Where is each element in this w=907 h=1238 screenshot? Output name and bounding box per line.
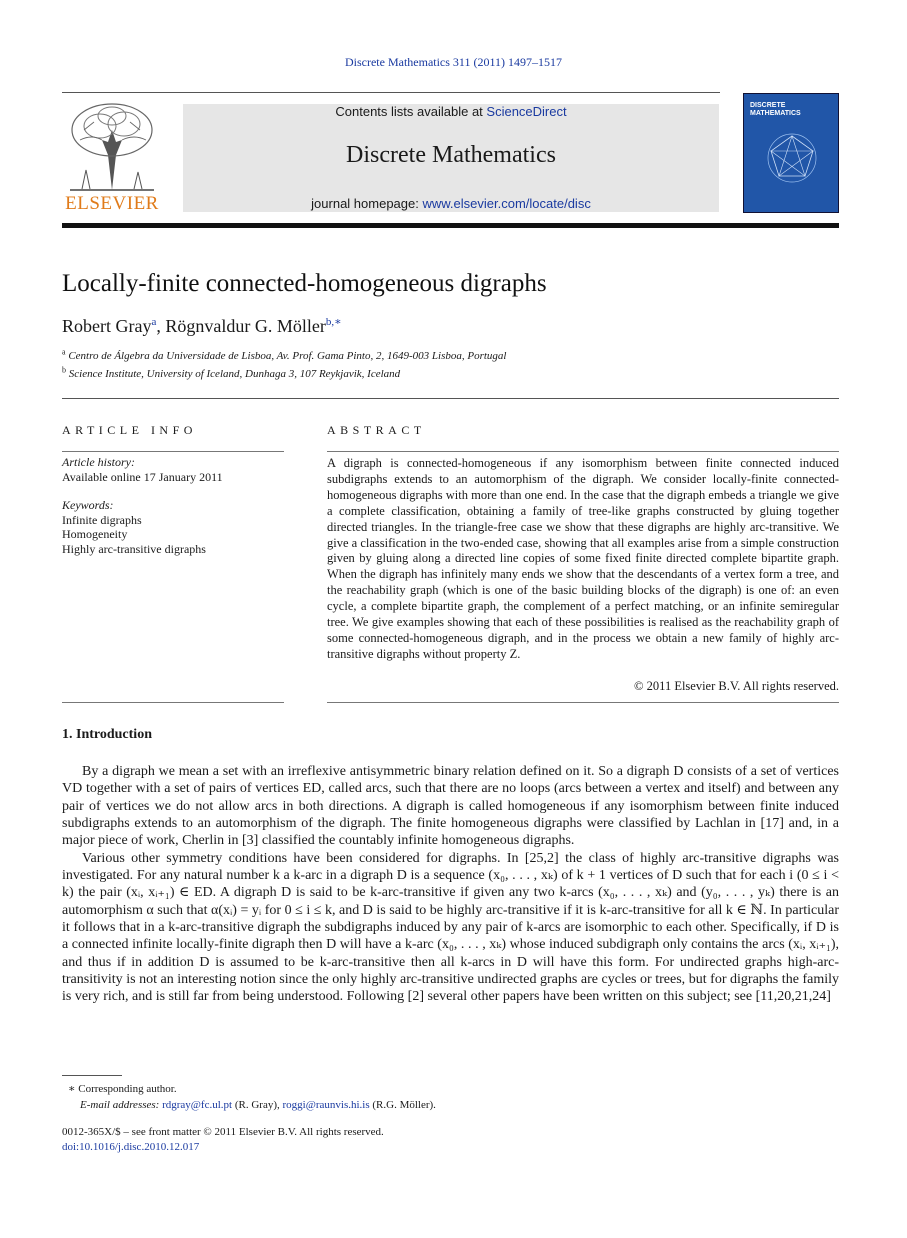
article-info-heading: ARTICLE INFO (62, 423, 197, 437)
divider (62, 451, 284, 452)
divider (62, 702, 284, 703)
header-rule (62, 92, 720, 93)
keyword-item: Highly arc-transitive digraphs (62, 541, 206, 556)
author-name: Robert Gray (62, 316, 152, 336)
abstract-text: A digraph is connected-homogeneous if any isomorphism between finite connected induced subdigraphs extends to an automorphism of the digraph. We consider locally-finite connected-homogeneous digraphs with more than one end. In the case that the digraph embeds a triangle we give a complete classification, obtaining a family of tree-like graphs constructed by gluing together directed triangles. In the triangle-free case we show that these digraphs are highly arc-transitive. We give a classification in the two-ended case, showing that all examples arise from a simple construction given by gluing along a directed line copies of some fixed finite directed complete bipartite graph. When the digraph has infinitely many ends we show that the descendants of a vertex form a tree, and the reachability graph (which is one of the basic building blocks of the digraph) is one of: an even cycle, a complete bipartite graph, the complement of a perfect matching, or an infinite semiregular tree. We give examples showing that each of these possibilities is realised as the reachability graph of some connected-homogeneous digraph, and in the process we obtain a new family of highly arc-transitive digraphs without property Z. (327, 456, 839, 661)
affiliation-marker[interactable]: b,∗ (325, 316, 342, 328)
journal-cover[interactable] (743, 93, 839, 213)
keywords: Keywords: Infinite digraphs Homogeneity Highly arc-transitive digraphs (62, 498, 206, 556)
section-rule (62, 398, 839, 399)
header-thick-rule (62, 223, 839, 228)
sciencedirect-link[interactable]: ScienceDirect (486, 104, 567, 119)
journal-title: Discrete Mathematics (346, 142, 556, 168)
journal-citation[interactable]: Discrete Mathematics 311 (2011) 1497–1517 (344, 55, 563, 69)
journal-banner (183, 104, 719, 212)
elsevier-tree-icon (62, 100, 162, 195)
divider (327, 451, 839, 452)
pentagon-graph-icon (762, 128, 822, 188)
paragraph: By a digraph we mean a set with an irreflexive antisymmetric binary relation defined on it. So a digraph D consists of a set of vertices VD together with a set of pairs of vertices ED, called arcs, such that there are no loops (arcs between a vertex and itself) and between any pair of vertices we do not allow arcs in both directions. A digraph is called homogeneous if any isomorphism between finite induced subdigraphs extends to an automorphism of the digraph. The finite homogeneous digraphs were classified by Lachlan in [17] and, in a major piece of work, Cherlin in [3] classified the countably infinite homogeneous digraphs. (62, 764, 839, 849)
homepage-link[interactable]: www.elsevier.com/locate/disc (422, 196, 591, 211)
email-addresses: E-mail addresses: rdgray@fc.ul.pt (R. Gray), roggi@raunvis.hi.is (R.G. Möller). (80, 1099, 436, 1111)
article-history: Article history: Available online 17 January 2011 (62, 455, 223, 484)
introduction-body (62, 763, 839, 1006)
section-heading: 1. Introduction (62, 727, 152, 742)
affiliation-a: $^a$ Centro de Álgebra da Universidade de Lisboa, Av. Prof. Gama Pinto, 2, 1649-003 Lisboa, Portugal (62, 347, 507, 362)
front-matter-note: 0012-365X/$ – see front matter © 2011 Elsevier B.V. All rights reserved. (62, 1126, 384, 1138)
homepage-line: journal homepage: www.elsevier.com/locate/disc (311, 196, 591, 211)
author-name: Rögnvaldur G. Möller (165, 316, 326, 336)
authors-line: Robert Gray$^a$, Rögnvaldur G. Möller$^{b,∗}$ (62, 316, 342, 336)
cover-title: DISCRETE MATHEMATICS (750, 102, 801, 117)
keyword-item: Homogeneity (62, 527, 128, 541)
keyword-item: Infinite digraphs (62, 512, 142, 527)
copyright-line: © 2011 Elsevier B.V. All rights reserved. (634, 679, 839, 693)
footnote-rule (62, 1075, 122, 1076)
affiliation-marker[interactable]: a (151, 316, 157, 328)
corresponding-author-note: ∗ Corresponding author. (68, 1083, 177, 1095)
publisher-name: ELSEVIER (65, 193, 159, 214)
contents-line: Contents lists available at ScienceDirect (335, 104, 567, 119)
article-title: Locally-finite connected-homogeneous digraphs (62, 270, 547, 297)
email-link[interactable]: rdgray@fc.ul.pt (162, 1099, 233, 1111)
affiliation-b: $^b$ Science Institute, University of Iceland, Dunhaga 3, 107 Reykjavik, Iceland (62, 365, 401, 380)
email-link[interactable]: roggi@raunvis.hi.is (282, 1099, 370, 1111)
abstract-heading: ABSTRACT (327, 423, 426, 437)
doi-link[interactable]: doi:10.1016/j.disc.2010.12.017 (62, 1141, 200, 1153)
elsevier-logo[interactable] (62, 100, 162, 215)
paragraph: Various other symmetry conditions have been considered for digraphs. In [25,2] the class of highly arc-transitive digraphs was investigated. For any natural number k a k-arc in a digraph D is a sequence (x₀, . . . , xₖ) of k + 1 vertices of D such that for each i (0 ≤ i < k) the pair (xᵢ, xᵢ₊₁) ∈ ED. A digraph D is said to be k-arc-transitive if given any two k-arcs (x₀, . . . , xₖ) and (y₀, . . . , yₖ) there is an automorphism α such that α(xᵢ) = yᵢ for 0 ≤ i ≤ k, and D is said to be highly arc-transitive if it is k-arc-transitive for all k ∈ ℕ. In particular it follows that in a k-arc-transitive digraph the subdigraphs induced by any pair of k-arcs are isomorphic to each other. Specifically, if D is a connected infinite locally-finite digraph then D will have a k-arc (x₀, . . . , xₖ) whose induced subdigraph only contains the arcs (xᵢ, xᵢ₊₁), and thus if in addition D is assumed to be k-arc-transitive then all k-arcs in D will have this form. For undirected graphs high-arc-transitivity is not an interesting notion since the only highly arc-transitive undirected graphs are cycles or trees, but for digraphs the family is very rich, and is still far from being understood. Following [2] several other papers have been written on this subject; see [11,20,21,24] (62, 850, 839, 1005)
divider (327, 702, 839, 703)
